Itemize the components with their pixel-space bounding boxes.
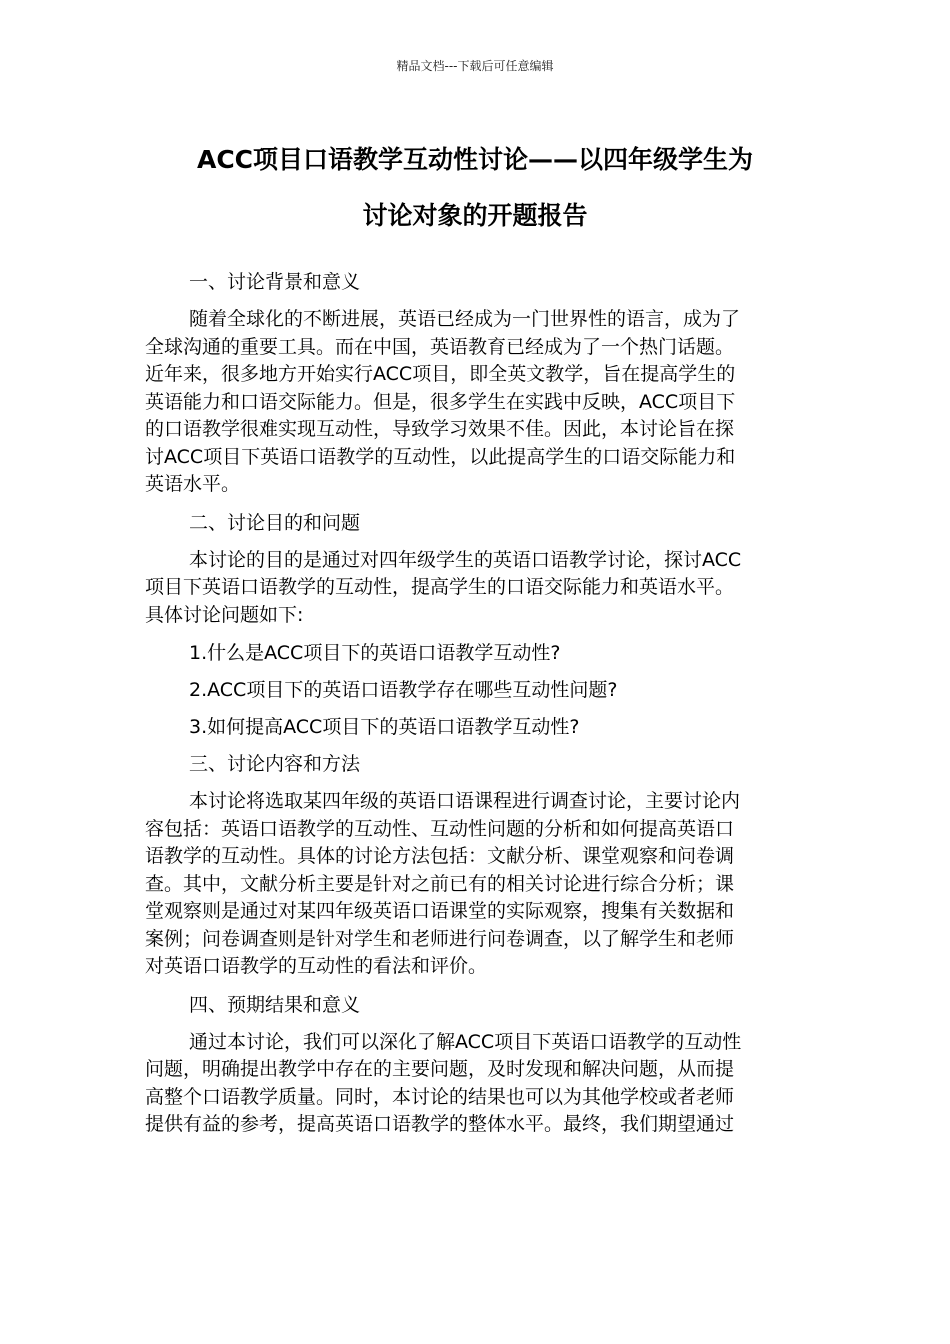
paragraph-line: 随着全球化的不断进展，英语已经成为一门世界性的语言，成为了: [189, 308, 741, 330]
title-line: 讨论对象的开题报告: [362, 201, 588, 230]
paragraph-line: 提供有益的参考，提高英语口语教学的整体水平。最终，我们期望通过: [145, 1113, 735, 1135]
question-item: 3.如何提高ACC项目下的英语口语教学互动性?: [189, 716, 580, 738]
question-item: 2.ACC项目下的英语口语教学存在哪些互动性问题?: [189, 679, 618, 701]
paragraph-line: 对英语口语教学的互动性的看法和评价。: [145, 955, 488, 977]
section-paragraph-expected-results: [145, 1029, 805, 1139]
section-heading-background: 一、讨论背景和意义: [189, 271, 361, 293]
section-paragraph-objectives: [145, 547, 805, 630]
section-paragraph-methods: [145, 788, 805, 981]
paragraph-line: 本讨论将选取某四年级的英语口语课程进行调查讨论，主要讨论内: [189, 790, 741, 812]
paragraph-line: 项目下英语口语教学的互动性，提高学生的口语交际能力和英语水平。: [145, 576, 735, 598]
paragraph-line: 全球沟通的重要工具。而在中国，英语教育已经成为了一个热门话题。: [145, 335, 735, 358]
section-heading-objectives: 二、讨论目的和问题: [189, 511, 361, 534]
paragraph-line: 通过本讨论，我们可以深化了解ACC项目下英语口语教学的互动性: [189, 1030, 742, 1053]
section-paragraph-background: [145, 306, 805, 499]
section-heading-expected-results: 四、预期结果和意义: [189, 993, 361, 1016]
document-title: [145, 132, 805, 244]
paragraph-line: 语教学的互动性。具体的讨论方法包括：文献分析、课堂观察和问卷调: [145, 845, 735, 867]
paragraph-line: 容包括：英语口语教学的互动性、互动性问题的分析和如何提高英语口: [145, 817, 735, 840]
paragraph-line: 堂观察则是通过对某四年级英语口语课堂的实际观察，搜集有关数据和: [145, 900, 735, 922]
paragraph-line: 英语能力和口语交际能力。但是，很多学生在实践中反映，ACC项目下: [145, 390, 736, 413]
paragraph-line: 讨ACC项目下英语口语教学的互动性，以此提高学生的口语交际能力和: [145, 445, 736, 468]
section-heading-methods: 三、讨论内容和方法: [189, 753, 361, 775]
paragraph-line: 案例；问卷调查则是针对学生和老师进行问卷调查，以了解学生和老师: [145, 927, 735, 950]
title-line: ACC项目口语教学互动性讨论——以四年级学生为: [196, 145, 754, 174]
paragraph-line: 查。其中，文献分析主要是针对之前已有的相关讨论进行综合分析；课: [145, 872, 735, 895]
page-header-note: 精品文档---下载后可任意编辑: [396, 59, 554, 73]
paragraph-line: 本讨论的目的是通过对四年级学生的英语口语教学讨论，探讨ACC: [189, 548, 742, 571]
paragraph-line: 问题，明确提出教学中存在的主要问题，及时发现和解决问题，从而提: [145, 1058, 735, 1080]
paragraph-line: 英语水平。: [145, 473, 241, 495]
question-item: 1.什么是ACC项目下的英语口语教学互动性?: [189, 642, 561, 664]
paragraph-line: 的口语教学很难实现互动性，导致学习效果不佳。因此，本讨论旨在探: [145, 418, 735, 440]
paragraph-line: 近年来，很多地方开始实行ACC项目，即全英文教学，旨在提高学生的: [145, 363, 736, 385]
paragraph-line: 高整个口语教学质量。同时，本讨论的结果也可以为其他学校或者老师: [145, 1085, 735, 1108]
document-body: [145, 269, 805, 1150]
paragraph-line: 具体讨论问题如下:: [145, 603, 304, 626]
